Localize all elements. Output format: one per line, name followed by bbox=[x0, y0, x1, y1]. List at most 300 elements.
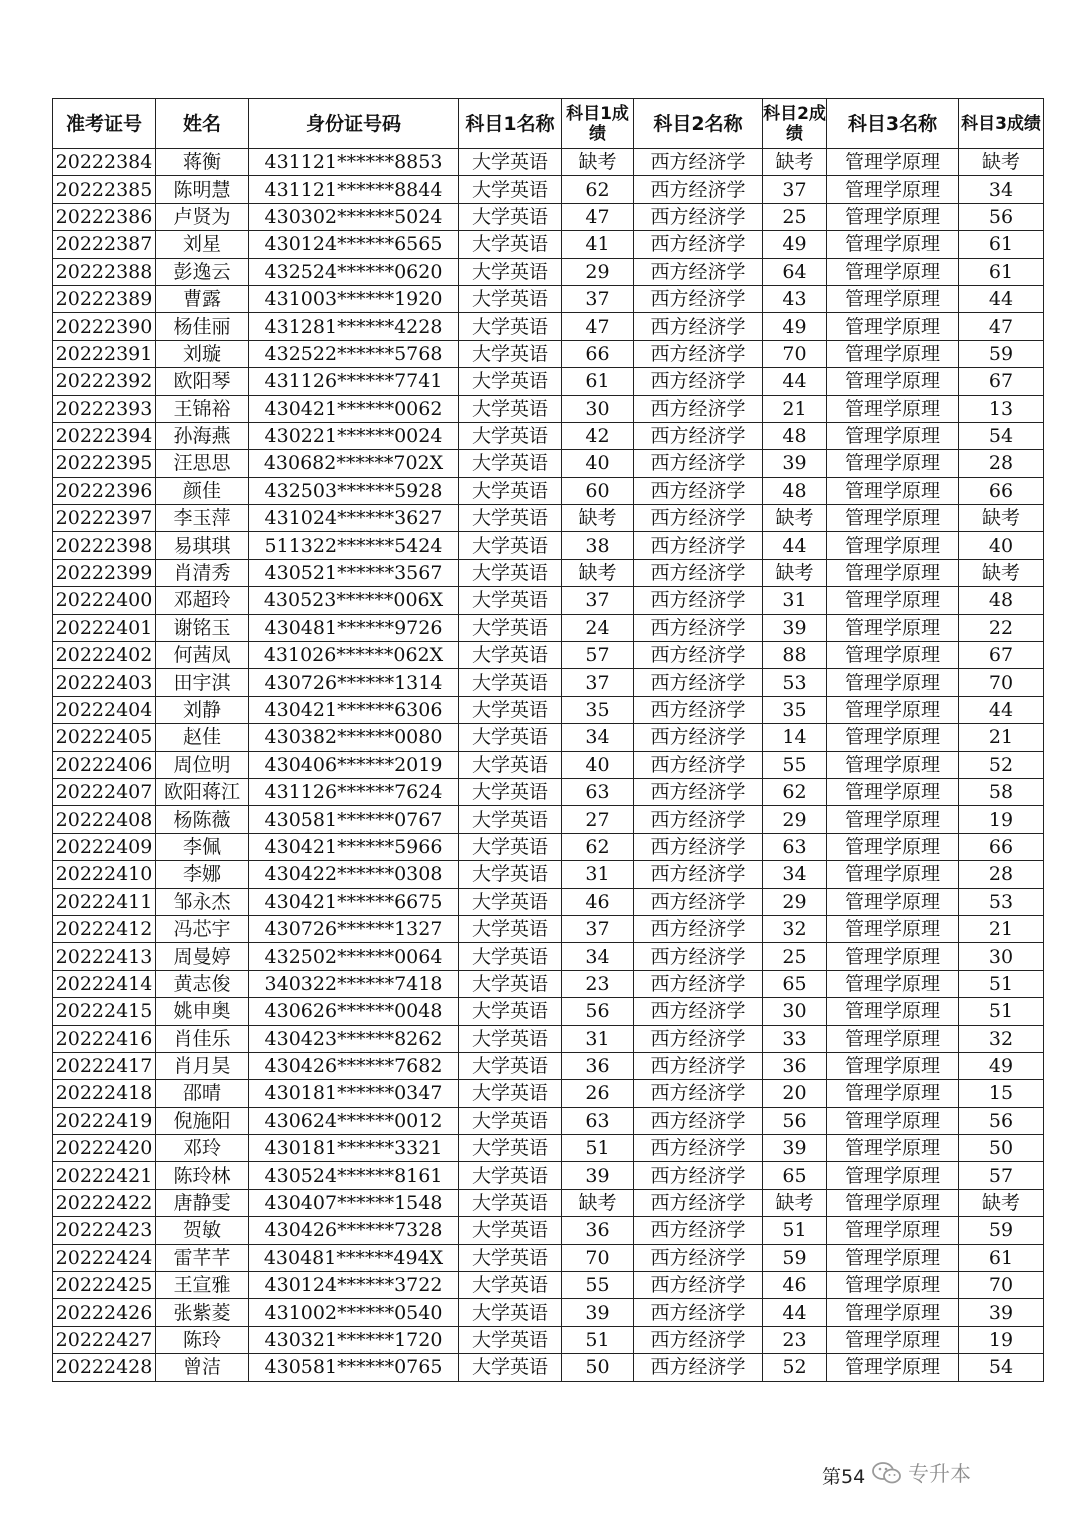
subject3-score-cell: 67 bbox=[959, 368, 1044, 395]
subject1-score-cell: 31 bbox=[562, 861, 634, 888]
subject1-score-cell: 34 bbox=[562, 724, 634, 751]
name-cell: 卢贤为 bbox=[156, 203, 249, 230]
id-number-cell: 430221******0024 bbox=[249, 422, 459, 449]
subject3-score-cell: 44 bbox=[959, 285, 1044, 312]
table-row bbox=[53, 368, 1044, 395]
id-number-cell: 430726******1314 bbox=[249, 669, 459, 696]
subject1-score-cell: 56 bbox=[562, 998, 634, 1025]
subject1-name-cell: 大学英语 bbox=[459, 724, 562, 751]
table-row bbox=[53, 1244, 1044, 1271]
subject3-name-cell: 管理学原理 bbox=[827, 203, 959, 230]
exam-id-cell: 20222399 bbox=[53, 559, 156, 586]
subject3-score-cell: 28 bbox=[959, 450, 1044, 477]
subject1-name-cell: 大学英语 bbox=[459, 1107, 562, 1134]
subject2-name-cell: 西方经济学 bbox=[634, 1025, 763, 1052]
subject1-name-cell: 大学英语 bbox=[459, 231, 562, 258]
subject3-score-cell: 40 bbox=[959, 532, 1044, 559]
name-cell: 李玉萍 bbox=[156, 505, 249, 532]
exam-id-cell: 20222385 bbox=[53, 176, 156, 203]
subject2-score-cell: 35 bbox=[763, 696, 827, 723]
subject3-name-cell: 管理学原理 bbox=[827, 587, 959, 614]
subject2-name-cell: 西方经济学 bbox=[634, 833, 763, 860]
subject1-score-cell: 63 bbox=[562, 778, 634, 805]
subject3-score-cell: 54 bbox=[959, 422, 1044, 449]
subject1-score-cell: 61 bbox=[562, 368, 634, 395]
exam-id-cell: 20222396 bbox=[53, 477, 156, 504]
subject2-name-cell: 西方经济学 bbox=[634, 696, 763, 723]
score-table bbox=[52, 98, 1044, 1382]
exam-id-cell: 20222410 bbox=[53, 861, 156, 888]
subject1-score-cell: 60 bbox=[562, 477, 634, 504]
table-row bbox=[53, 1189, 1044, 1216]
subject3-name-cell: 管理学原理 bbox=[827, 559, 959, 586]
subject3-score-cell: 54 bbox=[959, 1354, 1044, 1381]
subject1-score-cell: 24 bbox=[562, 614, 634, 641]
subject2-name-cell: 西方经济学 bbox=[634, 1326, 763, 1353]
id-number-cell: 430481******494X bbox=[249, 1244, 459, 1271]
table-row bbox=[53, 559, 1044, 586]
id-number-cell: 431126******7624 bbox=[249, 778, 459, 805]
subject1-name-cell: 大学英语 bbox=[459, 395, 562, 422]
exam-id-cell: 20222401 bbox=[53, 614, 156, 641]
subject1-name-cell: 大学英语 bbox=[459, 614, 562, 641]
subject1-score-cell: 31 bbox=[562, 1025, 634, 1052]
subject1-score-cell: 35 bbox=[562, 696, 634, 723]
subject2-score-cell: 32 bbox=[763, 915, 827, 942]
subject1-name-cell: 大学英语 bbox=[459, 313, 562, 340]
table-row bbox=[53, 614, 1044, 641]
subject2-score-cell: 缺考 bbox=[763, 505, 827, 532]
table-row bbox=[53, 149, 1044, 176]
subject3-name-cell: 管理学原理 bbox=[827, 1052, 959, 1079]
table-header bbox=[53, 99, 1044, 149]
table-row bbox=[53, 477, 1044, 504]
subject3-name-cell: 管理学原理 bbox=[827, 450, 959, 477]
subject2-score-cell: 64 bbox=[763, 258, 827, 285]
watermark-text: 专升本 bbox=[908, 1462, 971, 1486]
subject1-name-cell: 大学英语 bbox=[459, 696, 562, 723]
subject2-name-cell: 西方经济学 bbox=[634, 505, 763, 532]
exam-id-cell: 20222388 bbox=[53, 258, 156, 285]
name-cell: 欧阳琴 bbox=[156, 368, 249, 395]
subject1-score-cell: 38 bbox=[562, 532, 634, 559]
name-cell: 王锦裕 bbox=[156, 395, 249, 422]
id-number-cell: 431002******0540 bbox=[249, 1299, 459, 1326]
subject1-score-cell: 42 bbox=[562, 422, 634, 449]
subject1-name-cell: 大学英语 bbox=[459, 998, 562, 1025]
exam-id-cell: 20222422 bbox=[53, 1189, 156, 1216]
header-exam-id: 准考证号 bbox=[53, 99, 156, 149]
subject2-name-cell: 西方经济学 bbox=[634, 1162, 763, 1189]
subject1-name-cell: 大学英语 bbox=[459, 1080, 562, 1107]
name-cell: 刘静 bbox=[156, 696, 249, 723]
exam-id-cell: 20222389 bbox=[53, 285, 156, 312]
subject1-score-cell: 39 bbox=[562, 1162, 634, 1189]
subject3-name-cell: 管理学原理 bbox=[827, 149, 959, 176]
name-cell: 唐静雯 bbox=[156, 1189, 249, 1216]
subject3-score-cell: 48 bbox=[959, 587, 1044, 614]
name-cell: 蒋衡 bbox=[156, 149, 249, 176]
subject1-score-cell: 30 bbox=[562, 395, 634, 422]
name-cell: 贺敏 bbox=[156, 1217, 249, 1244]
subject2-score-cell: 34 bbox=[763, 861, 827, 888]
subject2-score-cell: 21 bbox=[763, 395, 827, 422]
id-number-cell: 431121******8853 bbox=[249, 149, 459, 176]
subject1-score-cell: 57 bbox=[562, 642, 634, 669]
name-cell: 李娜 bbox=[156, 861, 249, 888]
table-row bbox=[53, 1354, 1044, 1381]
subject2-name-cell: 西方经济学 bbox=[634, 587, 763, 614]
subject1-score-cell: 63 bbox=[562, 1107, 634, 1134]
subject3-name-cell: 管理学原理 bbox=[827, 833, 959, 860]
name-cell: 倪施阳 bbox=[156, 1107, 249, 1134]
table-row bbox=[53, 1272, 1044, 1299]
exam-id-cell: 20222391 bbox=[53, 340, 156, 367]
exam-id-cell: 20222386 bbox=[53, 203, 156, 230]
name-cell: 肖佳乐 bbox=[156, 1025, 249, 1052]
name-cell: 田宇淇 bbox=[156, 669, 249, 696]
subject1-name-cell: 大学英语 bbox=[459, 1162, 562, 1189]
subject1-name-cell: 大学英语 bbox=[459, 970, 562, 997]
subject2-name-cell: 西方经济学 bbox=[634, 1244, 763, 1271]
subject1-name-cell: 大学英语 bbox=[459, 450, 562, 477]
subject1-name-cell: 大学英语 bbox=[459, 1299, 562, 1326]
subject2-name-cell: 西方经济学 bbox=[634, 1272, 763, 1299]
table-row bbox=[53, 1080, 1044, 1107]
table-row bbox=[53, 505, 1044, 532]
subject3-name-cell: 管理学原理 bbox=[827, 477, 959, 504]
subject1-name-cell: 大学英语 bbox=[459, 587, 562, 614]
subject2-name-cell: 西方经济学 bbox=[634, 1354, 763, 1381]
exam-id-cell: 20222398 bbox=[53, 532, 156, 559]
table-row bbox=[53, 340, 1044, 367]
exam-id-cell: 20222428 bbox=[53, 1354, 156, 1381]
table-row bbox=[53, 806, 1044, 833]
subject3-name-cell: 管理学原理 bbox=[827, 258, 959, 285]
name-cell: 刘星 bbox=[156, 231, 249, 258]
header-subject2-score: 科目2成绩 bbox=[763, 99, 827, 149]
subject3-score-cell: 61 bbox=[959, 231, 1044, 258]
subject3-name-cell: 管理学原理 bbox=[827, 888, 959, 915]
subject2-score-cell: 46 bbox=[763, 1272, 827, 1299]
header-row bbox=[53, 99, 1044, 149]
exam-id-cell: 20222405 bbox=[53, 724, 156, 751]
subject1-score-cell: 55 bbox=[562, 1272, 634, 1299]
id-number-cell: 430302******5024 bbox=[249, 203, 459, 230]
subject1-score-cell: 40 bbox=[562, 751, 634, 778]
id-number-cell: 431026******062X bbox=[249, 642, 459, 669]
subject3-name-cell: 管理学原理 bbox=[827, 231, 959, 258]
subject1-name-cell: 大学英语 bbox=[459, 1025, 562, 1052]
subject3-name-cell: 管理学原理 bbox=[827, 1354, 959, 1381]
id-number-cell: 430626******0048 bbox=[249, 998, 459, 1025]
subject3-name-cell: 管理学原理 bbox=[827, 614, 959, 641]
subject2-name-cell: 西方经济学 bbox=[634, 422, 763, 449]
subject3-name-cell: 管理学原理 bbox=[827, 1272, 959, 1299]
subject1-score-cell: 37 bbox=[562, 915, 634, 942]
subject3-name-cell: 管理学原理 bbox=[827, 1135, 959, 1162]
name-cell: 周位明 bbox=[156, 751, 249, 778]
subject3-name-cell: 管理学原理 bbox=[827, 751, 959, 778]
subject2-score-cell: 88 bbox=[763, 642, 827, 669]
subject1-score-cell: 47 bbox=[562, 203, 634, 230]
name-cell: 易琪琪 bbox=[156, 532, 249, 559]
subject2-name-cell: 西方经济学 bbox=[634, 149, 763, 176]
exam-id-cell: 20222424 bbox=[53, 1244, 156, 1271]
id-number-cell: 430426******7682 bbox=[249, 1052, 459, 1079]
subject3-score-cell: 57 bbox=[959, 1162, 1044, 1189]
subject1-name-cell: 大学英语 bbox=[459, 149, 562, 176]
name-cell: 杨佳丽 bbox=[156, 313, 249, 340]
subject1-name-cell: 大学英语 bbox=[459, 1217, 562, 1244]
subject3-name-cell: 管理学原理 bbox=[827, 778, 959, 805]
subject1-name-cell: 大学英语 bbox=[459, 1354, 562, 1381]
table-row bbox=[53, 203, 1044, 230]
name-cell: 孙海燕 bbox=[156, 422, 249, 449]
subject2-name-cell: 西方经济学 bbox=[634, 1189, 763, 1216]
subject3-name-cell: 管理学原理 bbox=[827, 422, 959, 449]
subject2-score-cell: 44 bbox=[763, 532, 827, 559]
name-cell: 邵晴 bbox=[156, 1080, 249, 1107]
id-number-cell: 430421******6675 bbox=[249, 888, 459, 915]
subject3-score-cell: 39 bbox=[959, 1299, 1044, 1326]
subject1-name-cell: 大学英语 bbox=[459, 943, 562, 970]
table-row bbox=[53, 1299, 1044, 1326]
subject3-score-cell: 70 bbox=[959, 1272, 1044, 1299]
subject2-name-cell: 西方经济学 bbox=[634, 285, 763, 312]
subject1-score-cell: 37 bbox=[562, 587, 634, 614]
id-number-cell: 511322******5424 bbox=[249, 532, 459, 559]
subject1-score-cell: 36 bbox=[562, 1217, 634, 1244]
subject1-name-cell: 大学英语 bbox=[459, 258, 562, 285]
name-cell: 周曼婷 bbox=[156, 943, 249, 970]
subject1-score-cell: 50 bbox=[562, 1354, 634, 1381]
exam-id-cell: 20222417 bbox=[53, 1052, 156, 1079]
table-body bbox=[53, 149, 1044, 1382]
subject2-score-cell: 44 bbox=[763, 368, 827, 395]
subject3-name-cell: 管理学原理 bbox=[827, 1244, 959, 1271]
subject3-score-cell: 61 bbox=[959, 258, 1044, 285]
subject1-score-cell: 36 bbox=[562, 1052, 634, 1079]
subject2-score-cell: 59 bbox=[763, 1244, 827, 1271]
id-number-cell: 430521******3567 bbox=[249, 559, 459, 586]
exam-id-cell: 20222419 bbox=[53, 1107, 156, 1134]
subject3-name-cell: 管理学原理 bbox=[827, 970, 959, 997]
name-cell: 何茜凤 bbox=[156, 642, 249, 669]
id-number-cell: 430382******0080 bbox=[249, 724, 459, 751]
subject1-name-cell: 大学英语 bbox=[459, 751, 562, 778]
id-number-cell: 432524******0620 bbox=[249, 258, 459, 285]
id-number-cell: 430321******1720 bbox=[249, 1326, 459, 1353]
name-cell: 赵佳 bbox=[156, 724, 249, 751]
exam-id-cell: 20222404 bbox=[53, 696, 156, 723]
subject2-score-cell: 55 bbox=[763, 751, 827, 778]
subject3-score-cell: 28 bbox=[959, 861, 1044, 888]
exam-id-cell: 20222425 bbox=[53, 1272, 156, 1299]
exam-id-cell: 20222403 bbox=[53, 669, 156, 696]
subject1-name-cell: 大学英语 bbox=[459, 203, 562, 230]
id-number-cell: 430181******3321 bbox=[249, 1135, 459, 1162]
subject2-score-cell: 缺考 bbox=[763, 149, 827, 176]
id-number-cell: 430481******9726 bbox=[249, 614, 459, 641]
id-number-cell: 432522******5768 bbox=[249, 340, 459, 367]
subject2-score-cell: 23 bbox=[763, 1326, 827, 1353]
exam-id-cell: 20222400 bbox=[53, 587, 156, 614]
subject1-name-cell: 大学英语 bbox=[459, 861, 562, 888]
table-row bbox=[53, 1162, 1044, 1189]
subject3-name-cell: 管理学原理 bbox=[827, 368, 959, 395]
subject1-name-cell: 大学英语 bbox=[459, 340, 562, 367]
subject3-name-cell: 管理学原理 bbox=[827, 1189, 959, 1216]
subject1-score-cell: 41 bbox=[562, 231, 634, 258]
header-subject1-score: 科目1成绩 bbox=[562, 99, 634, 149]
id-number-cell: 430421******5966 bbox=[249, 833, 459, 860]
subject3-name-cell: 管理学原理 bbox=[827, 285, 959, 312]
id-number-cell: 431126******7741 bbox=[249, 368, 459, 395]
subject3-score-cell: 59 bbox=[959, 340, 1044, 367]
subject1-name-cell: 大学英语 bbox=[459, 1052, 562, 1079]
exam-id-cell: 20222418 bbox=[53, 1080, 156, 1107]
subject3-name-cell: 管理学原理 bbox=[827, 1080, 959, 1107]
id-number-cell: 340322******7418 bbox=[249, 970, 459, 997]
subject1-score-cell: 51 bbox=[562, 1326, 634, 1353]
subject2-score-cell: 43 bbox=[763, 285, 827, 312]
id-number-cell: 430581******0765 bbox=[249, 1354, 459, 1381]
subject3-name-cell: 管理学原理 bbox=[827, 1326, 959, 1353]
subject1-score-cell: 27 bbox=[562, 806, 634, 833]
subject3-name-cell: 管理学原理 bbox=[827, 313, 959, 340]
page-number: 第54 bbox=[822, 1466, 866, 1488]
subject2-name-cell: 西方经济学 bbox=[634, 1217, 763, 1244]
exam-id-cell: 20222414 bbox=[53, 970, 156, 997]
subject2-score-cell: 36 bbox=[763, 1052, 827, 1079]
subject2-score-cell: 56 bbox=[763, 1107, 827, 1134]
table-row bbox=[53, 1217, 1044, 1244]
subject3-score-cell: 59 bbox=[959, 1217, 1044, 1244]
name-cell: 欧阳蒋江 bbox=[156, 778, 249, 805]
subject2-score-cell: 14 bbox=[763, 724, 827, 751]
subject2-name-cell: 西方经济学 bbox=[634, 1107, 763, 1134]
exam-id-cell: 20222406 bbox=[53, 751, 156, 778]
subject3-score-cell: 66 bbox=[959, 833, 1044, 860]
subject3-score-cell: 44 bbox=[959, 696, 1044, 723]
subject2-name-cell: 西方经济学 bbox=[634, 724, 763, 751]
exam-id-cell: 20222408 bbox=[53, 806, 156, 833]
subject2-score-cell: 39 bbox=[763, 614, 827, 641]
subject2-name-cell: 西方经济学 bbox=[634, 368, 763, 395]
table-row bbox=[53, 669, 1044, 696]
subject1-score-cell: 23 bbox=[562, 970, 634, 997]
subject1-name-cell: 大学英语 bbox=[459, 532, 562, 559]
subject1-score-cell: 37 bbox=[562, 285, 634, 312]
table-row bbox=[53, 587, 1044, 614]
subject3-score-cell: 34 bbox=[959, 176, 1044, 203]
subject2-score-cell: 65 bbox=[763, 1162, 827, 1189]
subject3-name-cell: 管理学原理 bbox=[827, 1217, 959, 1244]
table-row bbox=[53, 1052, 1044, 1079]
table-row bbox=[53, 778, 1044, 805]
subject2-name-cell: 西方经济学 bbox=[634, 258, 763, 285]
table-row bbox=[53, 1135, 1044, 1162]
subject3-score-cell: 缺考 bbox=[959, 1189, 1044, 1216]
subject3-name-cell: 管理学原理 bbox=[827, 724, 959, 751]
subject1-name-cell: 大学英语 bbox=[459, 1189, 562, 1216]
exam-id-cell: 20222390 bbox=[53, 313, 156, 340]
subject2-name-cell: 西方经济学 bbox=[634, 888, 763, 915]
id-number-cell: 432503******5928 bbox=[249, 477, 459, 504]
subject2-score-cell: 33 bbox=[763, 1025, 827, 1052]
exam-id-cell: 20222423 bbox=[53, 1217, 156, 1244]
subject2-score-cell: 20 bbox=[763, 1080, 827, 1107]
id-number-cell: 430124******3722 bbox=[249, 1272, 459, 1299]
subject2-score-cell: 37 bbox=[763, 176, 827, 203]
subject1-score-cell: 37 bbox=[562, 669, 634, 696]
subject1-score-cell: 66 bbox=[562, 340, 634, 367]
subject2-name-cell: 西方经济学 bbox=[634, 1135, 763, 1162]
table-row bbox=[53, 915, 1044, 942]
subject3-name-cell: 管理学原理 bbox=[827, 1025, 959, 1052]
subject1-name-cell: 大学英语 bbox=[459, 1244, 562, 1271]
subject3-score-cell: 67 bbox=[959, 642, 1044, 669]
subject1-score-cell: 缺考 bbox=[562, 149, 634, 176]
table-row bbox=[53, 422, 1044, 449]
id-number-cell: 430421******0062 bbox=[249, 395, 459, 422]
subject1-name-cell: 大学英语 bbox=[459, 422, 562, 449]
exam-id-cell: 20222416 bbox=[53, 1025, 156, 1052]
name-cell: 冯芯宇 bbox=[156, 915, 249, 942]
name-cell: 姚申奥 bbox=[156, 998, 249, 1025]
subject2-name-cell: 西方经济学 bbox=[634, 1052, 763, 1079]
id-number-cell: 431281******4228 bbox=[249, 313, 459, 340]
subject1-score-cell: 70 bbox=[562, 1244, 634, 1271]
table-row bbox=[53, 833, 1044, 860]
exam-id-cell: 20222421 bbox=[53, 1162, 156, 1189]
subject1-score-cell: 缺考 bbox=[562, 559, 634, 586]
table-row bbox=[53, 724, 1044, 751]
id-number-cell: 431121******8844 bbox=[249, 176, 459, 203]
subject2-name-cell: 西方经济学 bbox=[634, 532, 763, 559]
subject1-score-cell: 40 bbox=[562, 450, 634, 477]
name-cell: 杨陈薇 bbox=[156, 806, 249, 833]
name-cell: 李佩 bbox=[156, 833, 249, 860]
subject3-score-cell: 21 bbox=[959, 915, 1044, 942]
exam-id-cell: 20222407 bbox=[53, 778, 156, 805]
id-number-cell: 430581******0767 bbox=[249, 806, 459, 833]
id-number-cell: 430524******8161 bbox=[249, 1162, 459, 1189]
id-number-cell: 432502******0064 bbox=[249, 943, 459, 970]
subject1-name-cell: 大学英语 bbox=[459, 778, 562, 805]
name-cell: 邹永杰 bbox=[156, 888, 249, 915]
subject2-name-cell: 西方经济学 bbox=[634, 915, 763, 942]
subject2-name-cell: 西方经济学 bbox=[634, 943, 763, 970]
subject2-name-cell: 西方经济学 bbox=[634, 998, 763, 1025]
name-cell: 邓超玲 bbox=[156, 587, 249, 614]
table-row bbox=[53, 696, 1044, 723]
subject1-name-cell: 大学英语 bbox=[459, 477, 562, 504]
subject3-score-cell: 19 bbox=[959, 1326, 1044, 1353]
subject1-name-cell: 大学英语 bbox=[459, 1326, 562, 1353]
name-cell: 黄志俊 bbox=[156, 970, 249, 997]
subject3-name-cell: 管理学原理 bbox=[827, 642, 959, 669]
subject3-name-cell: 管理学原理 bbox=[827, 1107, 959, 1134]
table-row bbox=[53, 258, 1044, 285]
subject1-name-cell: 大学英语 bbox=[459, 642, 562, 669]
subject3-score-cell: 58 bbox=[959, 778, 1044, 805]
name-cell: 雷芊芊 bbox=[156, 1244, 249, 1271]
name-cell: 陈玲林 bbox=[156, 1162, 249, 1189]
subject3-name-cell: 管理学原理 bbox=[827, 176, 959, 203]
exam-id-cell: 20222394 bbox=[53, 422, 156, 449]
